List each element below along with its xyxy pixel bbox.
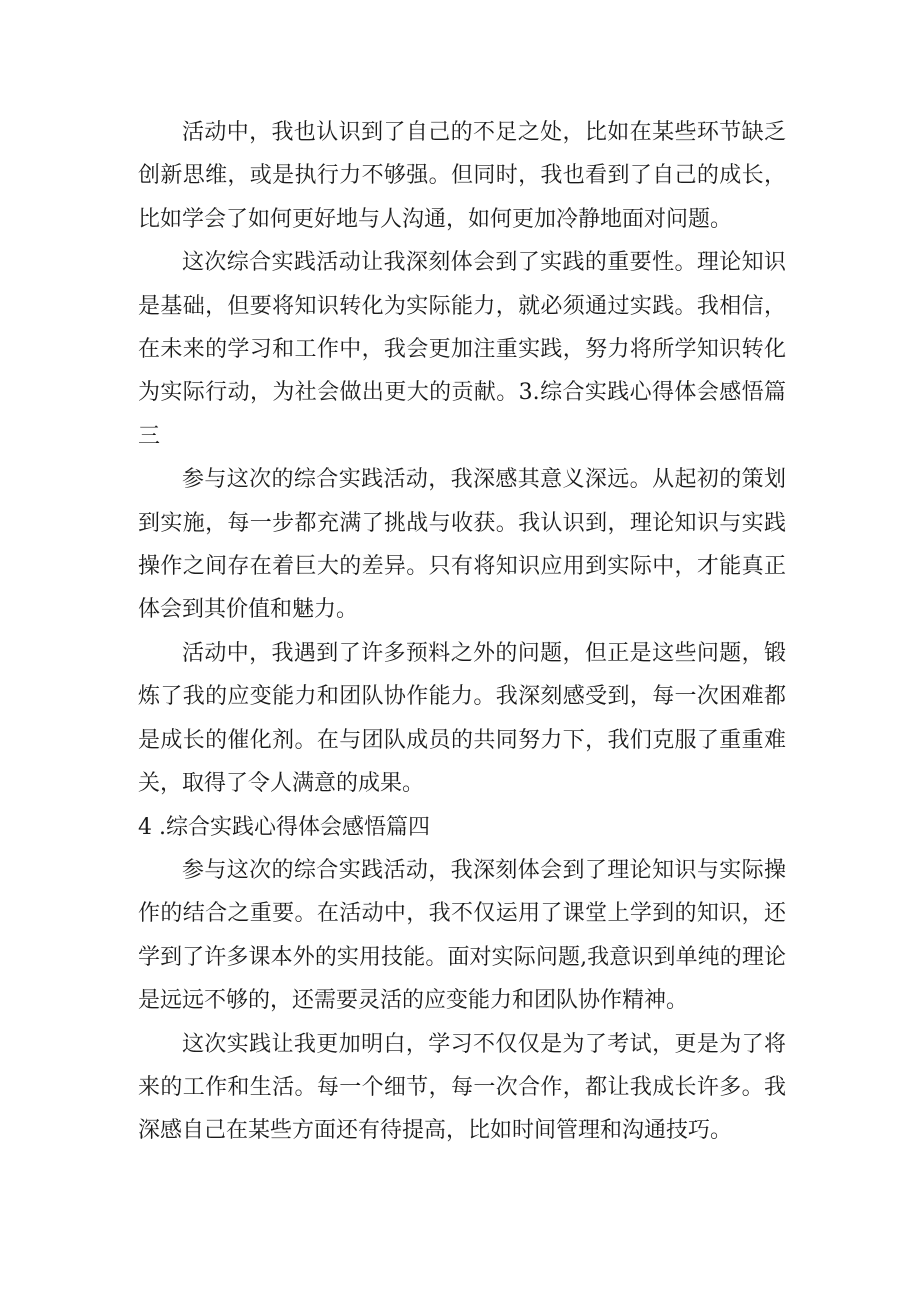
paragraph-4: 活动中，我遇到了许多预料之外的问题，但正是这些问题，锻炼了我的应变能力和团队协作能力。我深刻感受到，每一次困难都是成长的催化剂。在与团队成员的共同努力下，我们克服了重重难关，取得了令人满意的成果。 (138, 640, 786, 797)
paragraph-5: 参与这次的综合实践活动，我深刻体会到了理论知识与实际操作的结合之重要。在活动中，我不仅运用了课堂上学到的知识，还学到了许多课本外的实用技能。面对实际问题,我意识到单纯的理论是远远不够的，还需要灵活的应变能力和团队协作精神。 (138, 857, 786, 1014)
paragraph-2: 这次综合实践活动让我深刻体会到了实践的重要性。理论知识是基础，但要将知识转化为实际能力，就必须通过实践。我相信，在未来的学习和工作中，我会更加注重实践，努力将所学知识转化为实际行动，为社会做出更大的贡献。3.综合实践心得体会感悟篇三 (138, 250, 786, 449)
section-heading-4: 4 .综合实践心得体会感悟篇四 (138, 814, 430, 840)
paragraph-1: 活动中，我也认识到了自己的不足之处，比如在某些环节缺乏创新思维，或是执行力不够强。但同时，我也看到了自己的成长，比如学会了如何更好地与人沟通，如何更加冷静地面对问题。 (138, 120, 786, 232)
paragraph-6: 这次实践让我更加明白，学习不仅仅是为了考试，更是为了将来的工作和生活。每一个细节，每一次合作，都让我成长许多。我深感自己在某些方面还有待提高，比如时间管理和沟通技巧。 (138, 1031, 786, 1144)
document-body (138, 111, 786, 1153)
paragraph-3: 参与这次的综合实践活动，我深感其意义深远。从起初的策划到实施，每一步都充满了挑战与收获。我认识到，理论知识与实践操作之间存在着巨大的差异。只有将知识应用到实际中，才能真正体会到其价值和魅力。 (138, 467, 786, 623)
